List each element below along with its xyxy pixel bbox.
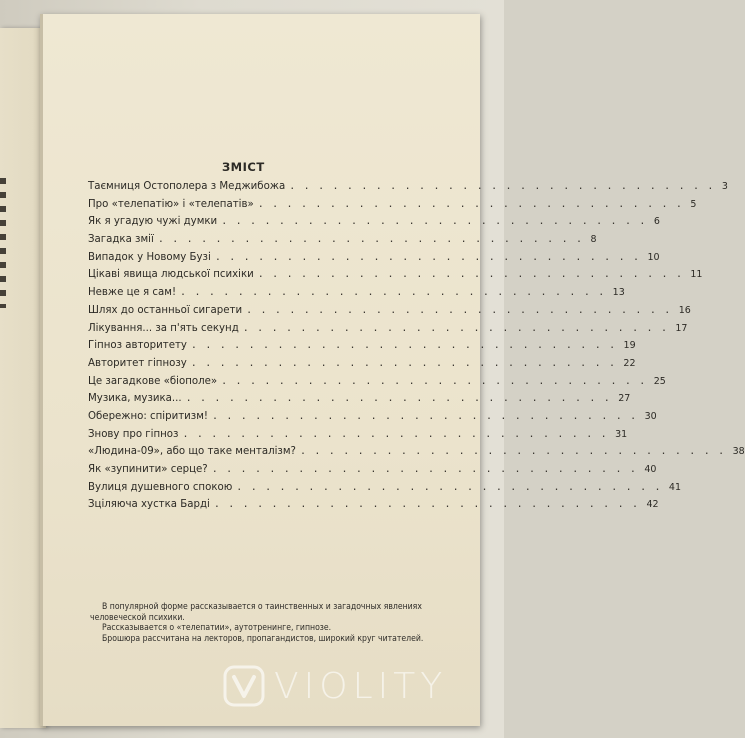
violity-v-logo-icon xyxy=(222,664,266,708)
toc-leader-dots: .............................. xyxy=(190,357,624,369)
toc-entry-title: Вулиця душевного спокою xyxy=(88,481,233,493)
toc-leader-dots: .............................. xyxy=(211,464,645,475)
toc-leader-dots: .............................. xyxy=(289,181,722,192)
toc-entry-title: Таємниця Остополера з Меджибожа xyxy=(88,181,286,192)
toc-entry-page: 22 xyxy=(623,357,636,369)
toc-leader-dots: .............................. xyxy=(213,499,647,511)
toc-entry xyxy=(88,198,697,217)
toc-entry-title: Загадка змії xyxy=(88,234,154,246)
toc-entry-page: 42 xyxy=(646,499,659,511)
book-annotation xyxy=(90,602,450,644)
toc-entry xyxy=(88,357,636,376)
toc-leader-dots: .............................. xyxy=(182,428,616,440)
table-of-contents xyxy=(88,181,745,517)
toc-entry xyxy=(88,322,688,341)
violity-watermark xyxy=(222,664,447,708)
toc-entry xyxy=(88,428,628,447)
toc-entry-title: Це загадкове «біополе» xyxy=(88,375,218,387)
toc-entry-page: 8 xyxy=(590,234,597,246)
toc-entry-page: 25 xyxy=(653,375,666,387)
page-edge-shadow xyxy=(0,178,6,308)
toc-entry-title: «Людина-09», або що таке менталізм? xyxy=(88,446,296,458)
toc-entry-page: 40 xyxy=(644,464,657,475)
toc-leader-dots: .............................. xyxy=(221,375,654,387)
annotation-paragraph: Рассказывается о «телепатии», аутотренинге, гипнозе. xyxy=(102,623,332,634)
toc-leader-dots: .............................. xyxy=(221,216,654,228)
toc-leader-dots: .............................. xyxy=(246,304,679,316)
toc-entry-title: Гіпноз авторитету xyxy=(88,340,187,352)
toc-entry-page: 38 xyxy=(732,446,745,458)
toc-leader-dots: .............................. xyxy=(185,393,619,405)
toc-heading: ЗМІСТ xyxy=(222,160,265,174)
toc-entry-page: 16 xyxy=(678,304,691,316)
toc-entry-page: 3 xyxy=(721,181,728,192)
toc-leader-dots: .............................. xyxy=(211,410,645,422)
page-binding xyxy=(40,14,43,726)
toc-entry xyxy=(88,269,703,287)
annotation-paragraph: Брошюра рассчитана на лекторов, пропагандистов, широкий круг читателей. xyxy=(102,633,424,644)
toc-entry xyxy=(88,216,660,234)
toc-entry-page: 6 xyxy=(653,216,660,228)
toc-entry xyxy=(88,393,631,411)
toc-entry xyxy=(88,375,666,394)
toc-entry-page: 31 xyxy=(615,428,628,440)
toc-entry-title: Як «зупинити» серце? xyxy=(88,464,208,475)
toc-leader-dots: .............................. xyxy=(257,198,691,210)
toc-entry xyxy=(88,340,636,358)
toc-entry xyxy=(88,234,597,252)
toc-entry-page: 27 xyxy=(618,393,631,405)
toc-entry-title: Знову про гіпноз xyxy=(88,428,179,440)
toc-entry-page: 10 xyxy=(647,251,660,263)
toc-entry-title: Як я угадую чужі думки xyxy=(88,216,218,228)
toc-entry-title: Шлях до останньої сигарети xyxy=(88,304,243,316)
toc-leader-dots: .............................. xyxy=(214,251,648,263)
toc-entry-title: Музика, музика... xyxy=(88,393,182,405)
annotation-paragraph: В популярной форме рассказывается о таинственных и загадочных явлениях человеческой психики. xyxy=(90,602,422,623)
toc-leader-dots: .............................. xyxy=(236,481,669,493)
toc-entry-title: Невже це я сам! xyxy=(88,287,177,299)
toc-entry xyxy=(88,499,659,517)
toc-entry xyxy=(88,304,691,323)
toc-entry xyxy=(88,464,657,482)
toc-entry xyxy=(88,287,625,305)
toc-entry xyxy=(88,446,745,464)
toc-entry xyxy=(88,181,728,199)
toc-entry-title: Зціляюча хустка Барді xyxy=(88,499,210,511)
toc-entry-page: 13 xyxy=(612,287,625,299)
toc-entry-page: 5 xyxy=(690,198,697,210)
toc-entry-title: Обережно: спіритизм! xyxy=(88,410,208,422)
toc-leader-dots: .............................. xyxy=(242,322,676,334)
toc-leader-dots: .............................. xyxy=(157,234,591,246)
toc-leader-dots: .............................. xyxy=(299,446,733,458)
toc-entry-page: 19 xyxy=(623,340,636,352)
toc-leader-dots: .............................. xyxy=(257,269,691,281)
toc-entry xyxy=(88,251,660,270)
toc-entry xyxy=(88,410,657,429)
toc-entry-title: Випадок у Новому Бузі xyxy=(88,251,211,263)
toc-entry-title: Цікаві явища людської психіки xyxy=(88,269,254,281)
toc-entry xyxy=(88,481,682,500)
watermark-text: VIOLITY xyxy=(274,665,448,707)
toc-entry-title: Про «телепатію» і «телепатів» xyxy=(88,198,254,210)
toc-entry-page: 17 xyxy=(675,322,688,334)
toc-leader-dots: .............................. xyxy=(180,287,613,299)
toc-entry-title: Авторитет гіпнозу xyxy=(88,357,187,369)
toc-leader-dots: .............................. xyxy=(190,340,624,352)
toc-entry-page: 30 xyxy=(644,410,657,422)
toc-entry-title: Лікування... за п'ять секунд xyxy=(88,322,239,334)
toc-entry-page: 41 xyxy=(668,481,682,493)
toc-entry-page: 11 xyxy=(690,269,703,281)
